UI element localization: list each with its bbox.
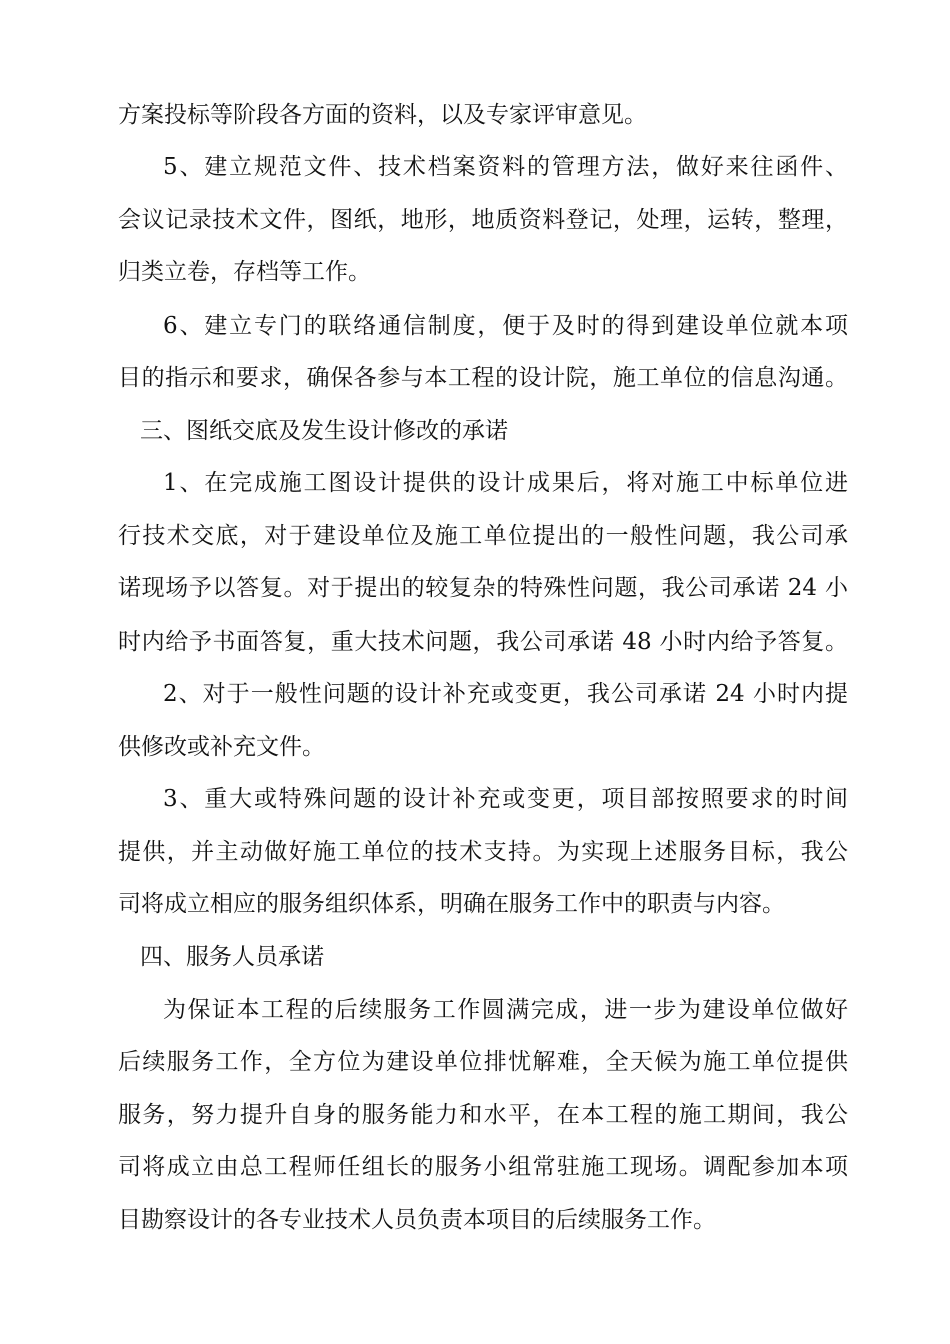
text-line: 供修改或补充文件。 xyxy=(118,734,325,760)
text-line: 诺现场予以答复。对于提出的较复杂的特殊性问题，我公司承诺 24 小 xyxy=(118,575,848,601)
text-line: 6、建立专门的联络通信制度，便于及时的得到建设单位就本项 xyxy=(163,313,848,339)
text-line: 目勘察设计的各专业技术人员负责本项目的后续服务工作。 xyxy=(118,1207,716,1233)
section-heading: 三、图纸交底及发生设计修改的承诺 xyxy=(140,418,508,444)
text-line: 2、对于一般性问题的设计补充或变更，我公司承诺 24 小时内提 xyxy=(163,681,848,707)
text-line: 方案投标等阶段各方面的资料，以及专家评审意见。 xyxy=(118,102,647,128)
text-line: 后续服务工作，全方位为建设单位排忧解难，全天候为施工单位提供 xyxy=(118,1049,848,1075)
text-line: 时内给予书面答复，重大技术问题，我公司承诺 48 小时内给予答复。 xyxy=(118,629,848,655)
text-line: 5、建立规范文件、技术档案资料的管理方法，做好来往函件、 xyxy=(163,154,848,180)
text-line: 归类立卷，存档等工作。 xyxy=(118,259,371,285)
section-heading: 四、服务人员承诺 xyxy=(140,944,324,970)
text-line: 3、重大或特殊问题的设计补充或变更，项目部按照要求的时间 xyxy=(163,786,848,812)
text-line: 目的指示和要求，确保各参与本工程的设计院，施工单位的信息沟通。 xyxy=(118,365,848,391)
text-line: 提供，并主动做好施工单位的技术支持。为实现上述服务目标，我公 xyxy=(118,839,848,865)
text-line: 行技术交底，对于建设单位及施工单位提出的一般性问题，我公司承 xyxy=(118,523,848,549)
text-line: 为保证本工程的后续服务工作圆满完成，进一步为建设单位做好 xyxy=(163,997,848,1023)
text-line: 服务，努力提升自身的服务能力和水平，在本工程的施工期间，我公 xyxy=(118,1102,848,1128)
text-line: 1、在完成施工图设计提供的设计成果后，将对施工中标单位进 xyxy=(163,470,848,496)
text-line: 司将成立由总工程师任组长的服务小组常驻施工现场。调配参加本项 xyxy=(118,1154,848,1180)
text-line: 会议记录技术文件，图纸，地形，地质资料登记，处理，运转，整理， xyxy=(118,207,848,233)
text-line: 司将成立相应的服务组织体系，明确在服务工作中的职责与内容。 xyxy=(118,891,785,917)
